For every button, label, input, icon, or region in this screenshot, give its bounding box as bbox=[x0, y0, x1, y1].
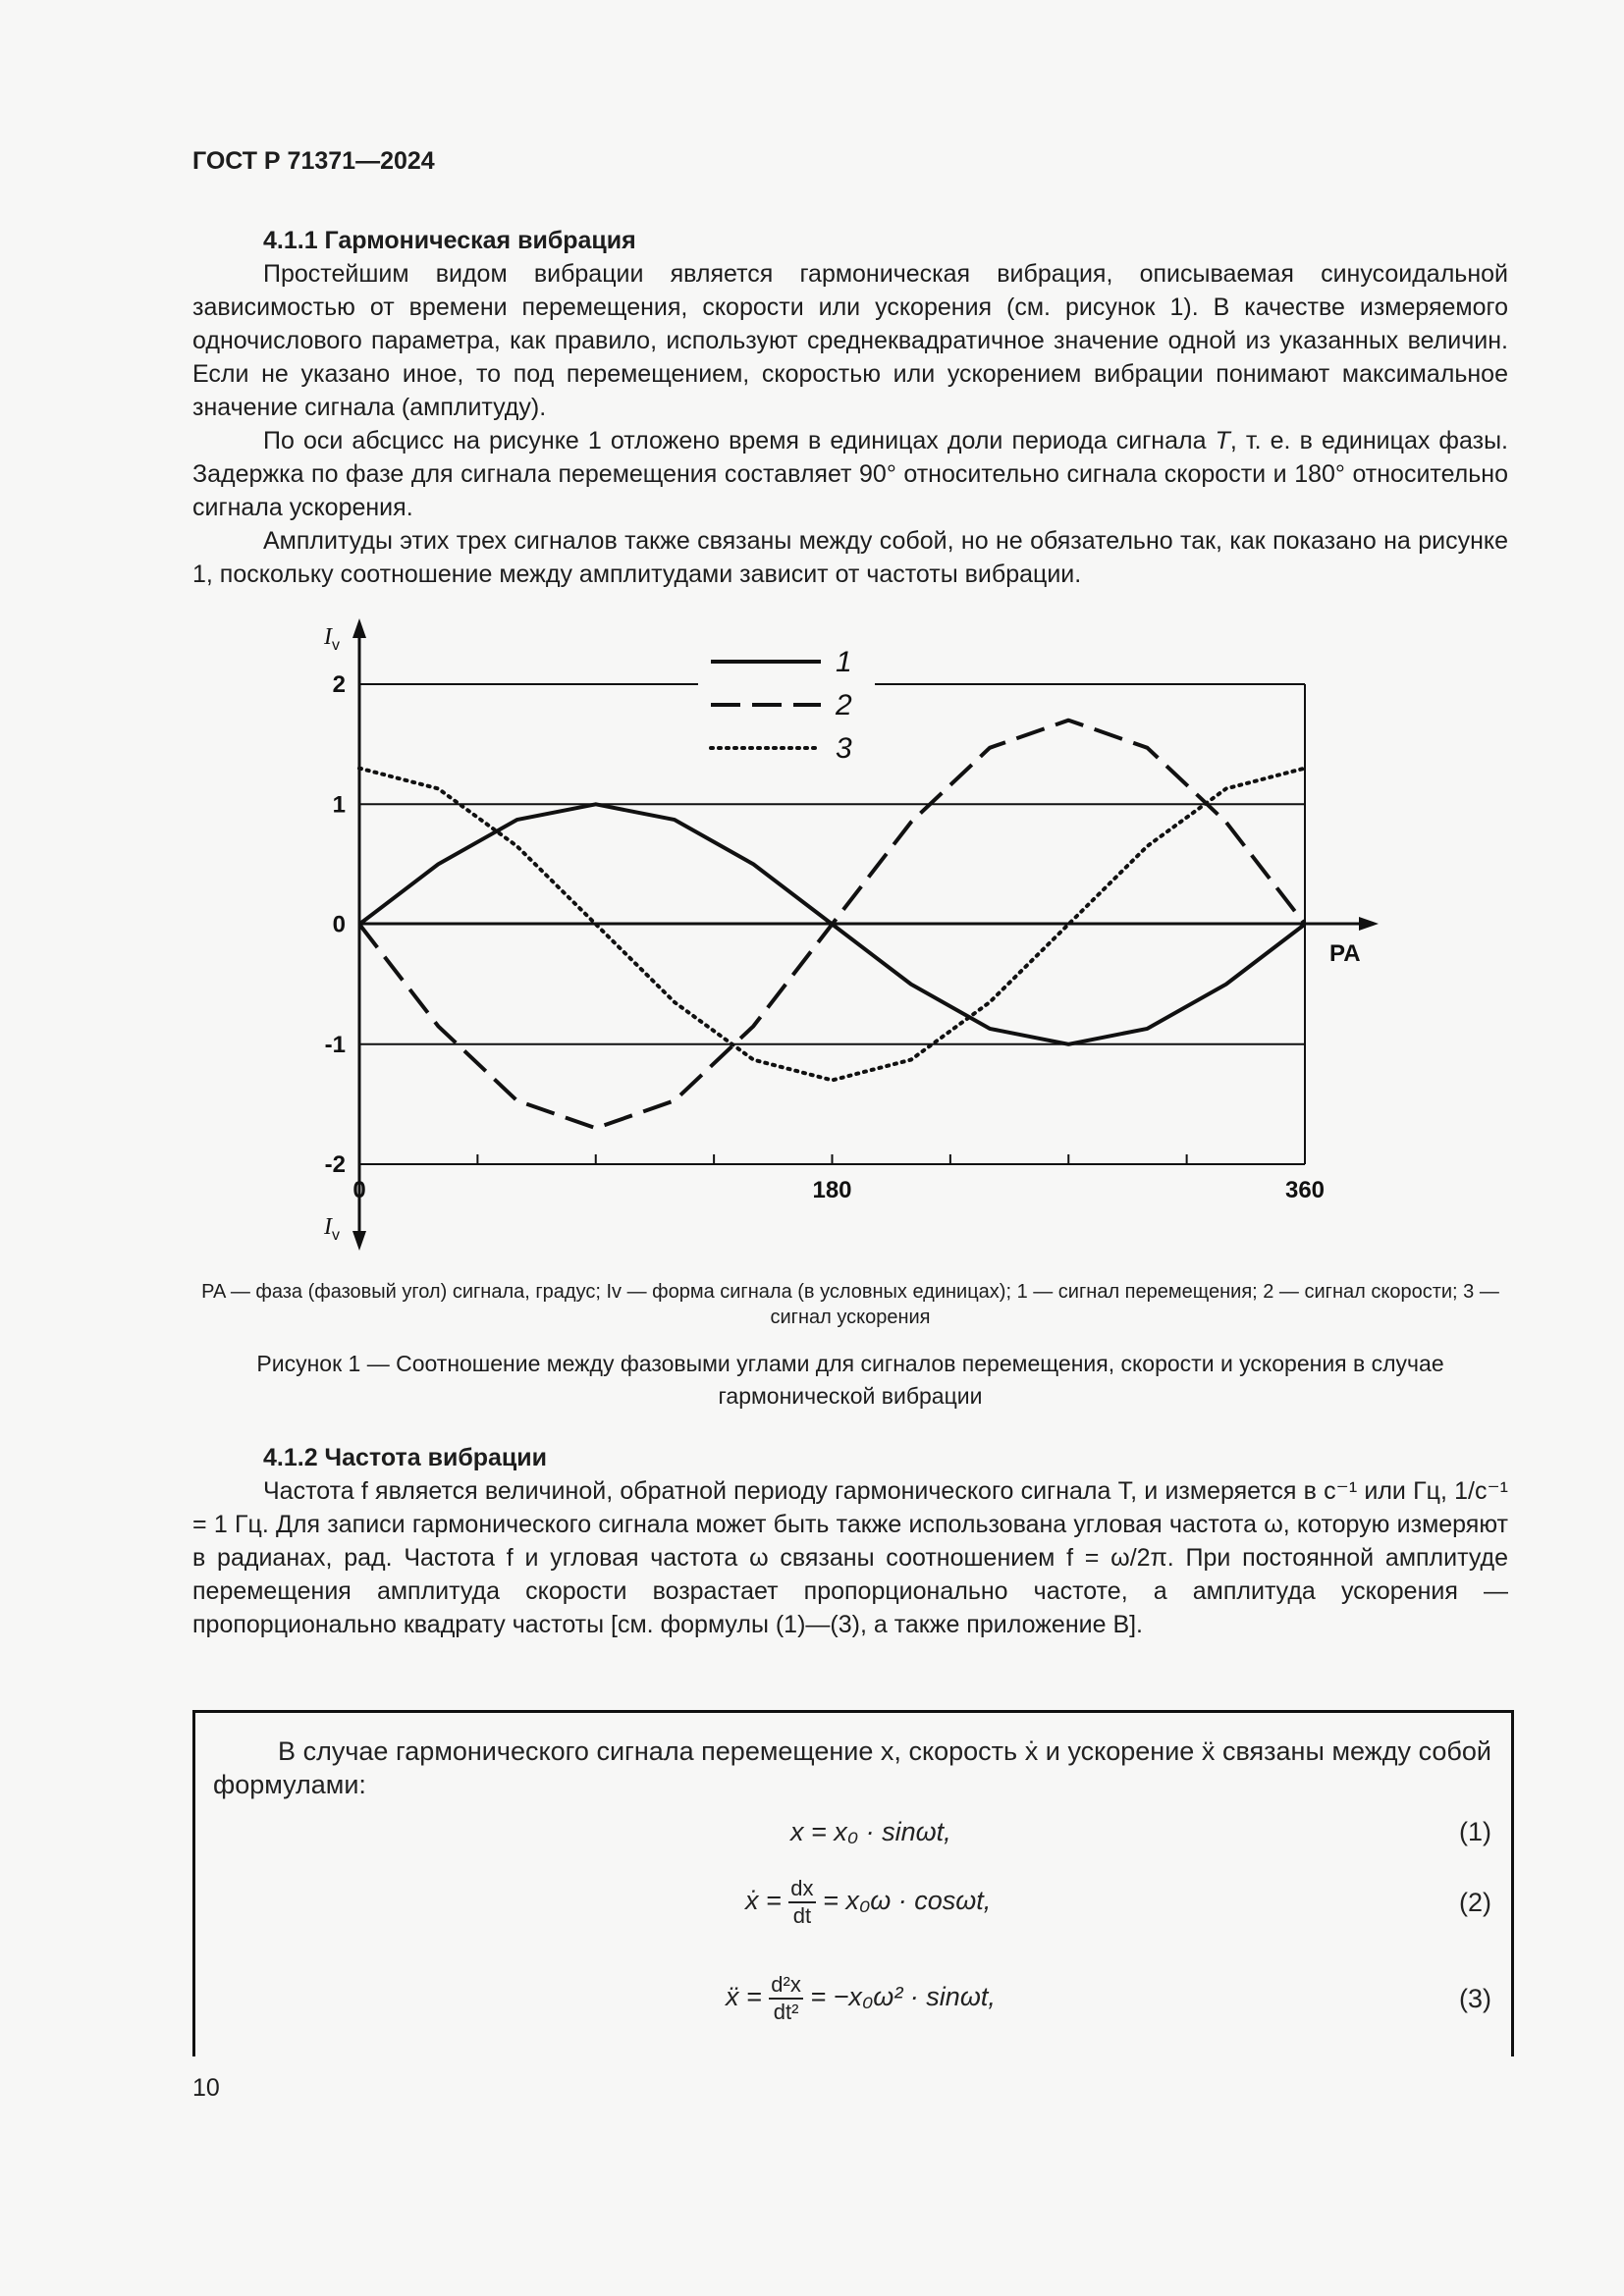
paragraph-text: По оси абсцисс на рисунке 1 отложено время в единицах доли периода сигнала bbox=[263, 427, 1216, 454]
formula-number: (2) bbox=[1459, 1888, 1491, 1917]
section-4-1-1 bbox=[192, 224, 1508, 591]
paragraph: Простейшим видом вибрации является гармоническая вибрация, описываемая синусоидальной зависимостью от времени перемещения, скорости или ускорения (см. рисунок 1). В качестве измеряемого одночислового параметра, как правило, используют среднеквадратичное значение одной из указанных величин. Если не указано иное, то под перемещением, скоростью или ускорением вибрации понимают максимальное значение сигнала (амплитуду). bbox=[192, 260, 1508, 421]
x-axis-label: PA bbox=[1329, 940, 1361, 967]
figure-1 bbox=[192, 601, 1508, 1264]
paragraph-text: , т. е. в единицах фазы. Задержка по фазе для сигнала перемещения составляет 90° относительно сигнала скорости и 180° относительно сигнала ускорения. bbox=[192, 427, 1509, 521]
x-tick-label: 0 bbox=[352, 1177, 366, 1203]
fraction: $\frac{dx}{dt}$ bbox=[790, 1876, 814, 1928]
y-tick-label: 0 bbox=[332, 911, 346, 938]
period-symbol: T bbox=[1215, 427, 1230, 454]
formula-expression: ẍ = $\frac{\text{d²x}}{\text{dt²}}$ = −x₀ω² · sinωt, bbox=[726, 1972, 996, 2024]
y-tick-label: -1 bbox=[324, 1031, 346, 1058]
y-tick-label: -2 bbox=[324, 1151, 346, 1178]
y-axis-arrow-up bbox=[352, 618, 366, 638]
legend-label-3: 3 bbox=[836, 732, 852, 765]
fraction: $\frac{\text{d²x}}{\text{dt²}}$ bbox=[771, 1972, 801, 2024]
page-number: 10 bbox=[192, 2074, 220, 2102]
figure-note: PA — фаза (фазовый угол) сигнала, градус; Iv — форма сигнала (в условных единицах); 1 — сигнал перемещения; 2 — сигнал скорости; 3 — сигнал ускорения bbox=[201, 1281, 1499, 1328]
y-axis-arrow-down bbox=[352, 1231, 366, 1251]
x-tick-label: 360 bbox=[1284, 1177, 1326, 1203]
paragraph: Амплитуды этих трех сигналов также связаны между собой, но не обязательно так, как показано на рисунке 1, поскольку соотношение между амплитудами зависит от частоты вибрации. bbox=[192, 527, 1508, 588]
legend bbox=[698, 630, 875, 765]
legend-label-2: 2 bbox=[836, 689, 852, 721]
x-axis-arrow bbox=[1359, 917, 1379, 931]
formula-number: (1) bbox=[1459, 1817, 1491, 1846]
y-tick-label: 2 bbox=[332, 671, 346, 698]
figure-caption: Рисунок 1 — Соотношение между фазовыми углами для сигналов перемещения, скорости и ускорения в случае гармонической вибрации bbox=[256, 1351, 1444, 1409]
formula-expression: ẋ = $\frac{dx}{dt}$ = x₀ω · cosωt, bbox=[745, 1876, 992, 1928]
x-ticks bbox=[477, 1154, 1186, 1164]
formula-intro: В случае гармонического сигнала перемещение x, скорость ẋ и ускорение ẍ связаны между собой формулами: bbox=[213, 1736, 1491, 1799]
formula-expression: x = x₀ · sinωt, bbox=[790, 1817, 951, 1846]
y-axis-label: $I_v$ bbox=[324, 1214, 340, 1244]
section-4-1-2 bbox=[192, 1441, 1508, 1641]
formula-number: (3) bbox=[1459, 1984, 1491, 2013]
y-tick-label: 1 bbox=[332, 791, 346, 819]
y-axis-label: $I_v$ bbox=[324, 624, 340, 654]
section-heading: 4.1.2 Частота вибрации bbox=[263, 1444, 548, 1471]
section-heading: 4.1.1 Гармоническая вибрация bbox=[263, 227, 636, 254]
legend-label-1: 1 bbox=[836, 646, 852, 678]
document-id: ГОСТ Р 71371—2024 bbox=[192, 147, 435, 175]
paragraph: Частота f является величиной, обратной периоду гармонического сигнала T, и измеряется в с⁻¹ или Гц, 1/с⁻¹ = 1 Гц. Для записи гармонического сигнала может быть также использована угловая частота ω, которую измеряют в радианах, рад. Частота f и угловая частота ω связаны соотношением f = ω/2π. При постоянной амплитуде перемещения амплитуда скорости возрастает пропорционально частоте, а амплитуда ускорения — пропорционально квадрату частоты [см. формулы (1)—(3), а также приложение В]. bbox=[192, 1477, 1508, 1638]
x-tick-label: 180 bbox=[812, 1177, 852, 1203]
paragraph bbox=[192, 424, 1508, 524]
formula-box bbox=[192, 1710, 1514, 2056]
phase-chart bbox=[192, 601, 1508, 1264]
